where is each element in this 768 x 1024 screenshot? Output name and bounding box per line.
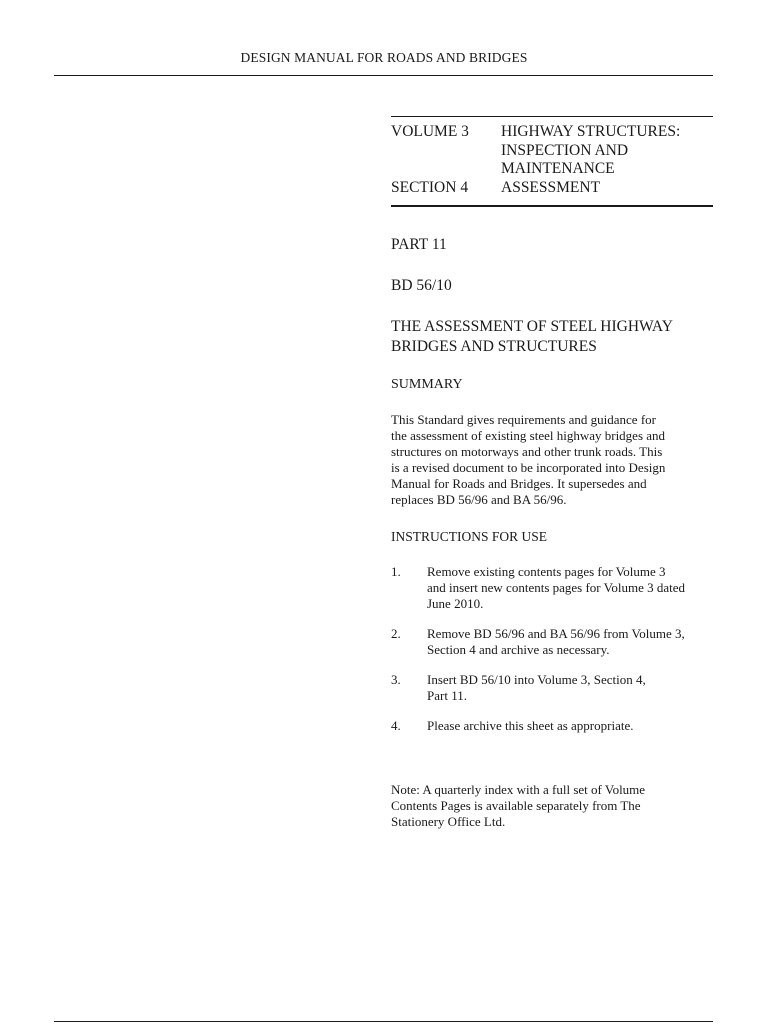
volume-title: HIGHWAY STRUCTURES: INSPECTION AND MAINTENANCE	[501, 123, 681, 177]
instruction-number: 1.	[391, 564, 401, 579]
section-label: SECTION 4	[391, 178, 469, 196]
document-number: BD 56/10	[391, 277, 452, 294]
instruction-number: 4.	[391, 718, 401, 733]
volume-label: VOLUME 3	[391, 123, 469, 140]
instruction-text: Remove existing contents pages for Volume 3 and insert new contents pages for Volume 3 dated June 2010.	[427, 564, 686, 611]
instructions-heading: INSTRUCTIONS FOR USE	[391, 529, 548, 544]
instruction-item	[391, 626, 713, 658]
instruction-item	[391, 718, 713, 734]
instruction-text: Please archive this sheet as appropriate.	[427, 718, 634, 733]
part-number: PART 11	[391, 236, 447, 253]
section-row	[391, 179, 713, 198]
volume-row	[391, 123, 713, 179]
footer-rule	[54, 1021, 713, 1022]
availability-note: Note: A quarterly index with a full set of Volume Contents Pages is available separately from The Stationery Office Ltd.	[391, 782, 646, 829]
instruction-text: Insert BD 56/10 into Volume 3, Section 4, Part 11.	[427, 672, 646, 703]
instruction-item	[391, 672, 713, 704]
instruction-number: 2.	[391, 626, 401, 641]
document-title: THE ASSESSMENT OF STEEL HIGHWAY BRIDGES AND STRUCTURES	[391, 318, 673, 355]
instruction-number: 3.	[391, 672, 401, 687]
volume-block	[391, 123, 713, 197]
instructions-list	[391, 564, 713, 748]
summary-body: This Standard gives requirements and guidance for the assessment of existing steel highway bridges and structures on motorways and other trunk roads. This is a revised document to be incorporated into Design Manual for Roads and Bridges. It supersedes and replaces BD 56/96 and BA 56/96.	[391, 412, 666, 507]
volume-block-top-rule	[391, 116, 713, 117]
header-rule	[54, 75, 713, 76]
instruction-item	[391, 564, 713, 612]
volume-block-bottom-rule	[391, 205, 713, 207]
summary-heading: SUMMARY	[391, 377, 463, 392]
running-header-title: DESIGN MANUAL FOR ROADS AND BRIDGES	[240, 50, 528, 65]
section-title: ASSESSMENT	[501, 178, 601, 196]
instruction-text: Remove BD 56/96 and BA 56/96 from Volume 3, Section 4 and archive as necessary.	[427, 626, 685, 657]
